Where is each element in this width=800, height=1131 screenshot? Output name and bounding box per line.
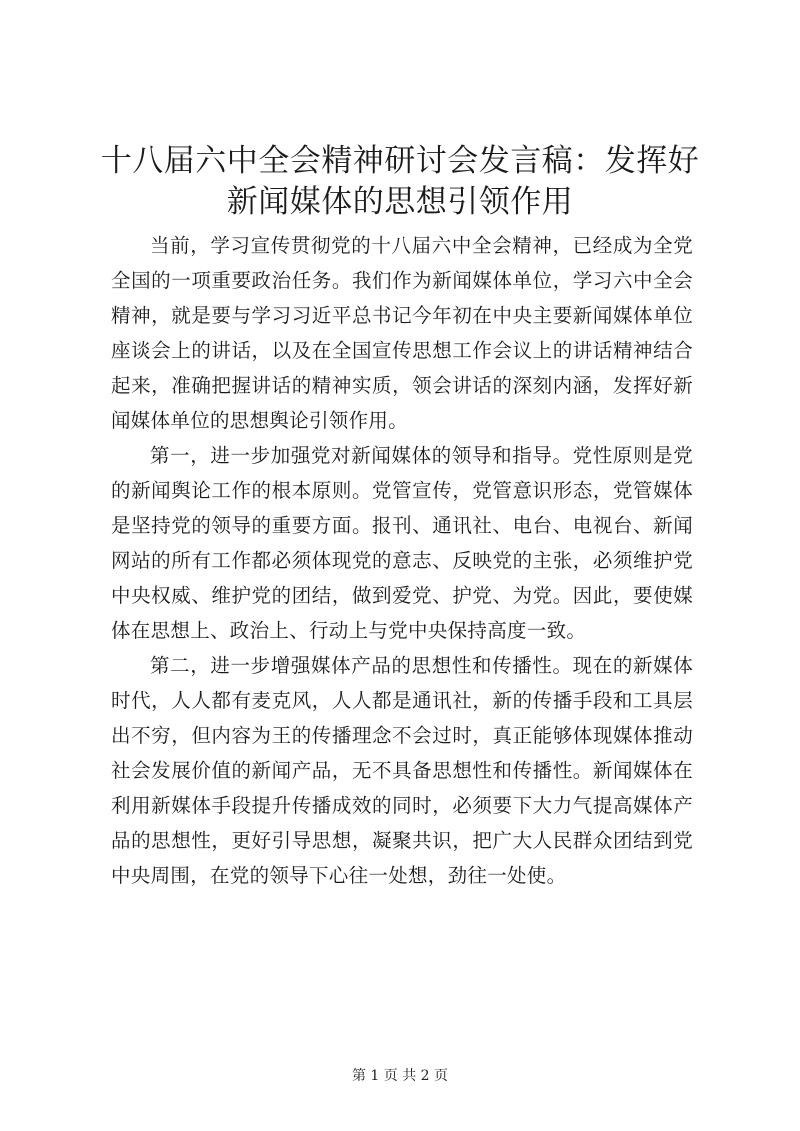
document-body bbox=[111, 228, 693, 893]
page-number-footer: 第 1 页 共 2 页 bbox=[351, 1068, 449, 1084]
paragraph-first-point: 第一，进一步加强党对新闻媒体的领导和指导。党性原则是党的新闻舆论工作的根本原则。党管宣传，党管意识形态，党管媒体是坚持党的领导的重要方面。报刊、通讯社、电台、电视台、新闻网站的所有工作都必须体现党的意志、反映党的主张，必须维护党中央权威、维护党的团结，做到爱党、护党、为党。因此，要使媒体在思想上、政治上、行动上与党中央保持高度一致。 bbox=[111, 444, 693, 642]
paragraph-intro: 当前，学习宣传贯彻党的十八届六中全会精神，已经成为全党全国的一项重要政治任务。我们作为新闻媒体单位，学习六中全会精神，就是要与学习习近平总书记今年初在中央主要新闻媒体单位座谈会上的讲话，以及在全国宣传思想工作会议上的讲话精神结合起来，准确把握讲话的精神实质，领会讲话的深刻内涵，发挥好新闻媒体单位的思想舆论引领作用。 bbox=[111, 234, 693, 432]
paragraph-second-point: 第二，进一步增强媒体产品的思想性和传播性。现在的新媒体时代，人人都有麦克风，人人都是通讯社，新的传播手段和工具层出不穷，但内容为王的传播理念不会过时，真正能够体现媒体推动社会发展价值的新闻产品，无不具备思想性和传播性。新闻媒体在利用新媒体手段提升传播成效的同时，必须要下大力气提高媒体产品的思想性，更好引导思想，凝聚共识，把广大人民群众团结到党中央周围，在党的领导下心往一处想，劲往一处使。 bbox=[111, 654, 693, 887]
document-title: 十八届六中全会精神研讨会发言稿：发挥好新闻媒体的思想引领作用 bbox=[100, 143, 700, 220]
